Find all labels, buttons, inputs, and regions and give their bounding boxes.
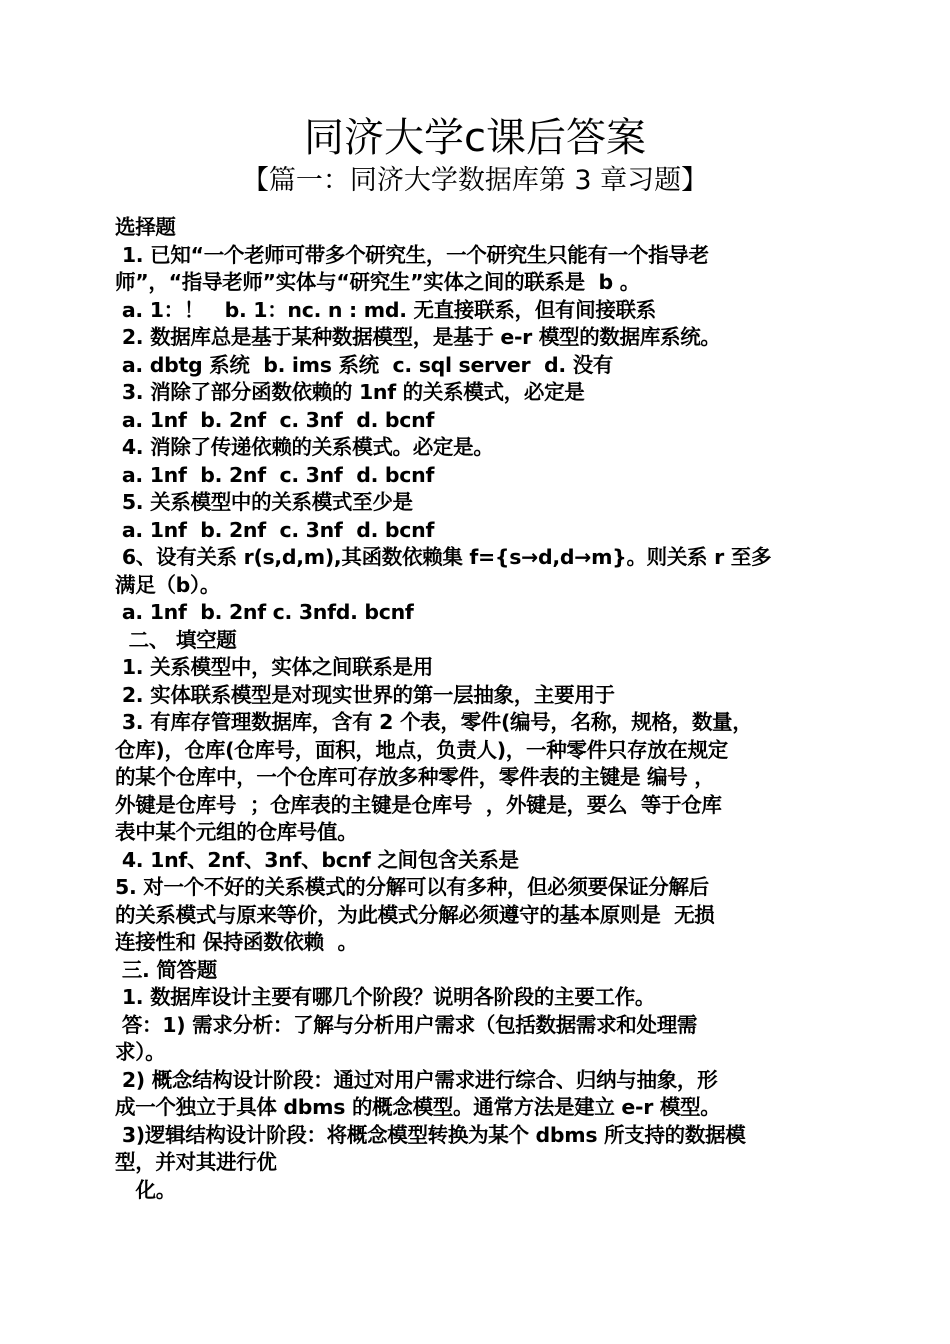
body-line: 外键是仓库号 ；仓库表的主键是仓库号 ，外键是，要么 等于仓库 — [115, 792, 722, 817]
body-line: a. 1nf b. 2nf c. 3nf d. bcnf — [115, 462, 435, 487]
body-line: a. dbtg 系统 b. ims 系统 c. sql server d. 没有 — [115, 352, 614, 377]
body-line: a. 1nf b. 2nf c. 3nfd. bcnf — [115, 600, 414, 624]
body-line: a. 1：！ b. 1：nc. n : md. 无直接联系，但有间接联系 — [115, 297, 656, 322]
body-line: 求）。 — [115, 1040, 166, 1064]
body-line: 3)逻辑结构设计阶段：将概念模型转换为某个 dbms 所支持的数据模 — [115, 1122, 746, 1147]
document-body — [115, 214, 840, 1204]
body-line: 型，并对其进行优 — [115, 1150, 277, 1174]
body-line: 选择题 — [115, 215, 176, 239]
document-title: 同济大学c课后答案 — [304, 115, 646, 161]
body-line: 的关系模式与原来等价，为此模式分解必须遵守的基本原则是 无损 — [115, 902, 715, 927]
body-line: 1. 关系模型中，实体之间联系是用 — [115, 655, 433, 679]
body-line: 满足（b）。 — [115, 572, 221, 597]
body-line: 化。 — [115, 1177, 176, 1202]
body-line: 3. 有库存管理数据库，含有 2 个表，零件(编号，名称，规格，数量， — [115, 710, 753, 734]
body-line: a. 1nf b. 2nf c. 3nf d. bcnf — [115, 407, 435, 432]
body-line: 仓库)，仓库(仓库号，面积，地点，负责人)，一种零件只存放在规定 — [115, 737, 729, 762]
body-line: 二、 填空题 — [115, 627, 237, 652]
body-line: 表中某个元组的仓库号值。 — [115, 820, 358, 844]
body-line: 1. 数据库设计主要有哪几个阶段？说明各阶段的主要工作。 — [115, 985, 656, 1009]
body-line: 答：1) 需求分析：了解与分析用户需求（包括数据需求和处理需 — [115, 1012, 698, 1037]
body-line: 3. 消除了部分函数依赖的 1nf 的关系模式，必定是 — [115, 380, 585, 404]
body-line: 6、设有关系 r(s,d,m),其函数依赖集 f={s→d,d→m}。则关系 r 至多 — [115, 545, 772, 569]
body-line: a. 1nf b. 2nf c. 3nf d. bcnf — [115, 517, 435, 542]
body-line: 成一个独立于具体 dbms 的概念模型。通常方法是建立 e-r 模型。 — [115, 1095, 721, 1119]
body-line: 1. 已知“一个老师可带多个研究生，一个研究生只能有一个指导老 — [115, 242, 709, 267]
body-line: 的某个仓库中，一个仓库可存放多种零件，零件表的主键是 编号 ， — [115, 765, 715, 789]
body-line: 2. 数据库总是基于某种数据模型，是基于 e-r 模型的数据库系统。 — [115, 325, 721, 349]
body-line: 2. 实体联系模型是对现实世界的第一层抽象，主要用于 — [115, 682, 615, 707]
document-subtitle: 【篇一：同济大学数据库第 3 章习题】 — [241, 165, 709, 196]
body-line: 4. 1nf、2nf、3nf、bcnf 之间包含关系是 — [115, 847, 519, 872]
body-line: 师”，“指导老师”实体与“研究生”实体之间的联系是 b 。 — [115, 270, 640, 294]
body-line: 4. 消除了传递依赖的关系模式。必定是。 — [115, 435, 494, 459]
body-line: 三. 简答题 — [115, 957, 217, 982]
body-line: 5. 对一个不好的关系模式的分解可以有多种，但必须要保证分解后 — [115, 875, 709, 899]
body-line: 2) 概念结构设计阶段：通过对用户需求进行综合、归纳与抽象，形 — [115, 1067, 718, 1092]
body-line: 连接性和 保持函数依赖 。 — [115, 930, 358, 954]
body-line: 5. 关系模型中的关系模式至少是 — [115, 490, 413, 514]
